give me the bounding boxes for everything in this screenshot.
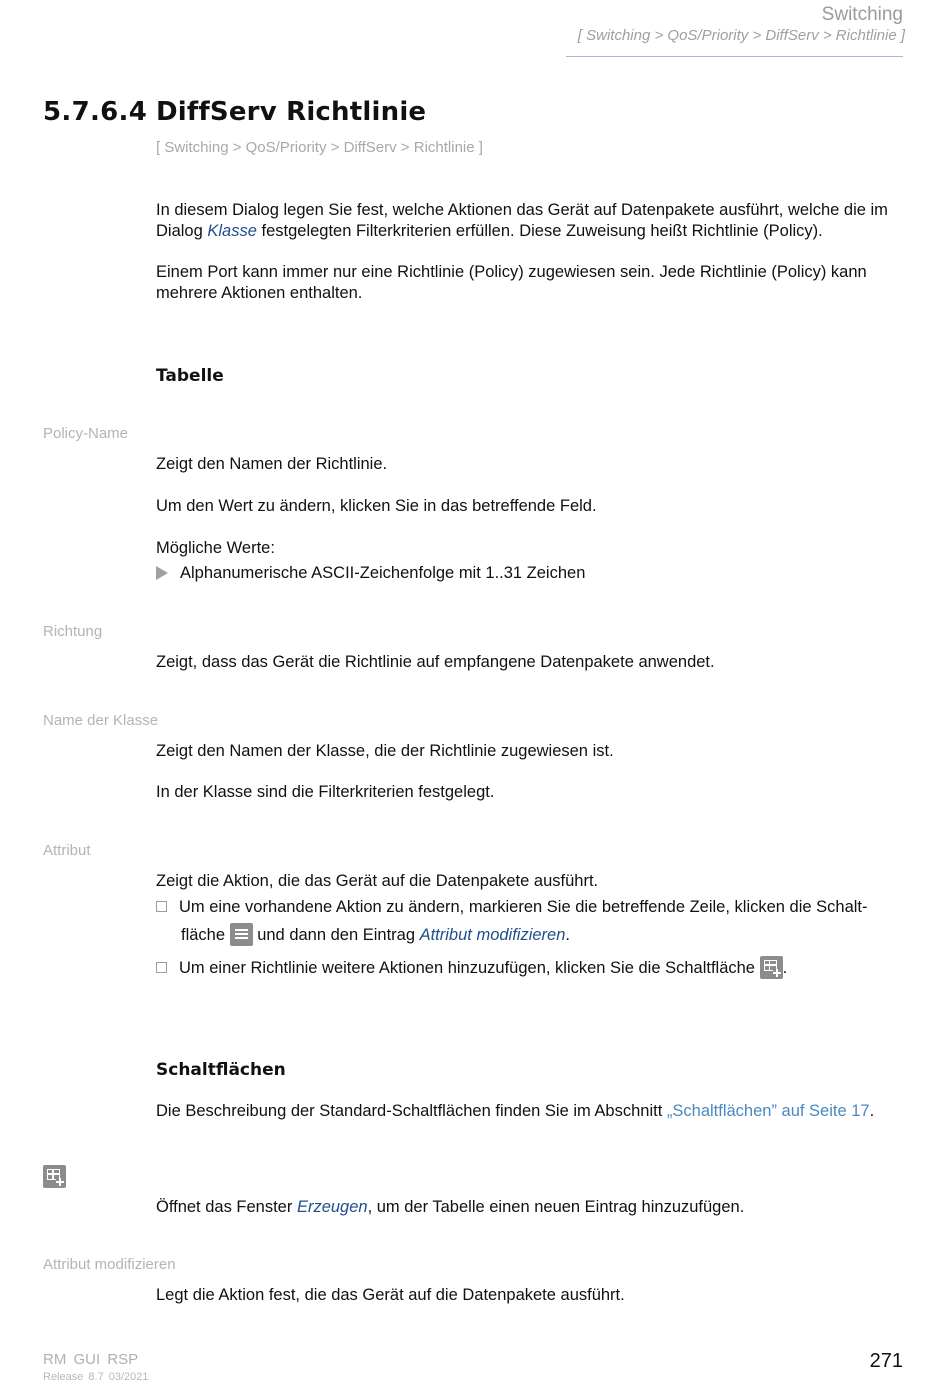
- running-header-title: Switching: [821, 4, 903, 25]
- term-policy-name: Policy-Name: [43, 425, 129, 442]
- intro-paragraph-2: Einem Port kann immer nur eine Richtlinie (Policy) zugewiesen sein. Jede Richtlinie (Policy) kann mehrere Aktionen enthalten.: [156, 263, 867, 302]
- triangle-bullet-icon: [156, 566, 168, 580]
- add-table-row-icon[interactable]: [760, 956, 783, 979]
- klasse-link[interactable]: Klasse: [207, 222, 257, 240]
- add-table-row-icon: [43, 1165, 66, 1188]
- term-direction: Richtung: [43, 623, 103, 640]
- class-name-desc: Zeigt den Namen der Klasse, die der Richtlinie zugewiesen ist.: [156, 742, 614, 760]
- policy-name-desc: Zeigt den Namen der Richtlinie.: [156, 455, 388, 473]
- attribute-step-2: Um einer Richtlinie weitere Aktionen hinzuzufügen, klicken Sie die Schaltfläche .: [156, 956, 787, 979]
- policy-name-value-item: Alphanumerische ASCII-Zeichenfolge mit 1..31 Zeichen: [156, 564, 585, 583]
- section-number: 5.7.6.4: [43, 97, 148, 127]
- class-name-desc-2: In der Klasse sind die Filterkriterien festgelegt.: [156, 783, 495, 801]
- attribut-modifizieren-link[interactable]: Attribut modifizieren: [419, 926, 566, 944]
- square-bullet-icon: [156, 901, 167, 912]
- running-header-breadcrumb: [ Switching > QoS/Priority > DiffServ > Richtlinie ]: [577, 27, 905, 44]
- section-breadcrumb: [ Switching > QoS/Priority > DiffServ > Richtlinie ]: [156, 139, 483, 156]
- buttons-heading: Schaltflächen: [156, 1060, 286, 1080]
- footer-release: Release 8.7 03/2021: [43, 1371, 149, 1383]
- term-attribute: Attribut: [43, 842, 91, 859]
- attribute-modify-desc: Legt die Aktion fest, die das Gerät auf die Datenpakete ausführt.: [156, 1286, 625, 1304]
- attribute-desc: Zeigt die Aktion, die das Gerät auf die Datenpakete ausführt.: [156, 872, 599, 890]
- add-button-term: [43, 1165, 66, 1188]
- menu-icon[interactable]: [230, 923, 253, 946]
- page-number: 271: [869, 1350, 903, 1372]
- direction-desc: Zeigt, dass das Gerät die Richtlinie auf empfangene Datenpakete anwendet.: [156, 653, 715, 671]
- table-heading: Tabelle: [156, 366, 224, 386]
- attribute-step-1: Um eine vorhandene Aktion zu ändern, markieren Sie die betreffende Zeile, klicken die Schalt-: [156, 898, 868, 917]
- term-attribute-modify: Attribut modifizieren: [43, 1256, 176, 1273]
- policy-name-values-label: Mögliche Werte:: [156, 539, 275, 557]
- square-bullet-icon: [156, 962, 167, 973]
- schaltflaechen-reference-link[interactable]: „Schaltflächen” auf Seite 17: [666, 1102, 870, 1120]
- policy-name-edit-hint: Um den Wert zu ändern, klicken Sie in das betreffende Feld.: [156, 497, 597, 515]
- footer-product: RM GUI RSP: [43, 1351, 139, 1368]
- header-divider: [566, 56, 903, 57]
- attribute-step-1-cont: fläche und dann den Eintrag Attribut modifizieren.: [181, 923, 570, 946]
- buttons-desc: Die Beschreibung der Standard-Schaltflächen finden Sie im Abschnitt „Schaltflächen” auf Seite 17.: [156, 1102, 875, 1120]
- add-button-desc: Öffnet das Fenster Erzeugen, um der Tabelle einen neuen Eintrag hinzuzufügen.: [156, 1198, 745, 1216]
- erzeugen-link[interactable]: Erzeugen: [296, 1198, 368, 1216]
- section-title: DiffServ Richtlinie: [156, 97, 427, 127]
- term-class-name: Name der Klasse: [43, 712, 159, 729]
- intro-paragraph-1: In diesem Dialog legen Sie fest, welche Aktionen das Gerät auf Datenpakete ausführt, welche die im Dialog Klasse festgelegten Filterkriterien erfüllen. Diese Zuweisung heißt Richtlinie (Policy).: [156, 201, 888, 240]
